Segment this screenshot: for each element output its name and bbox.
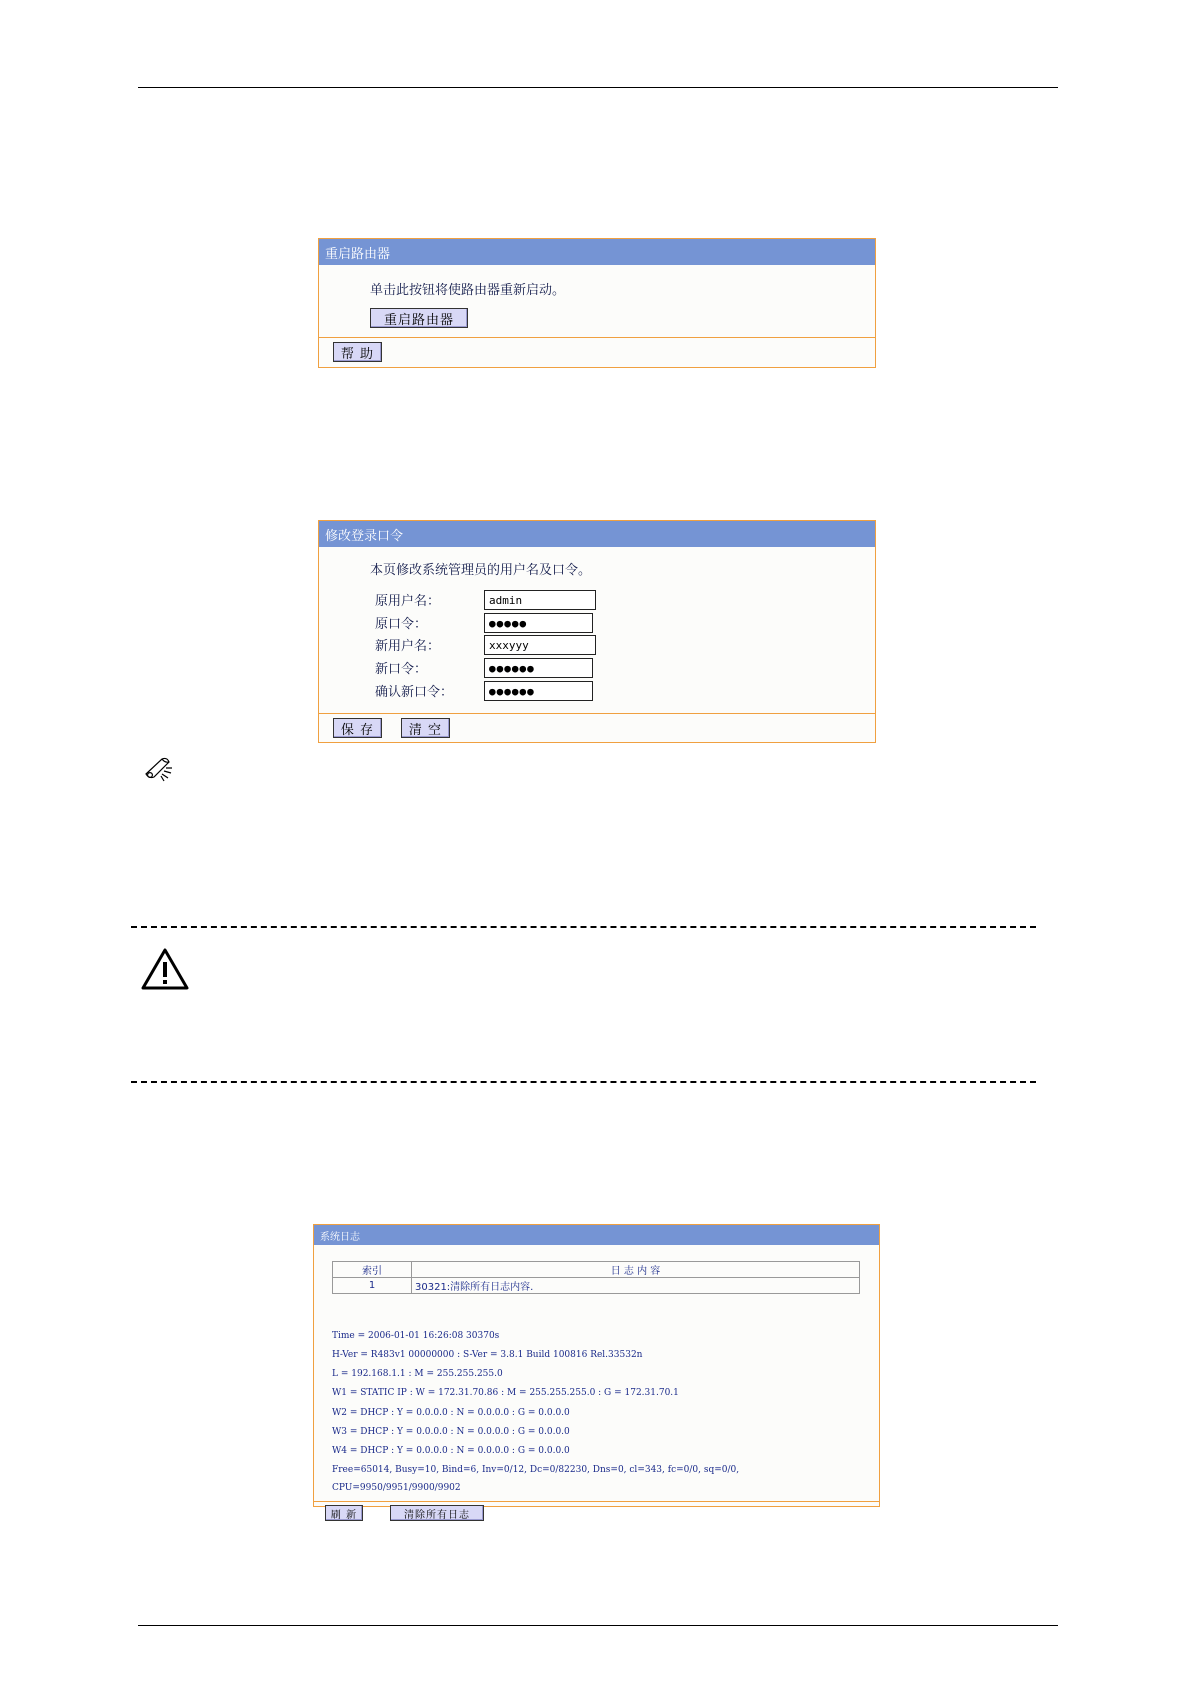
log-line-w3: W3 = DHCP : Y = 0.0.0.0 : N = 0.0.0.0 : G = 0.0.0.0 xyxy=(332,1427,570,1437)
warning-icon xyxy=(140,947,190,991)
new-username-input[interactable]: xxxyyy xyxy=(484,635,596,655)
log-line-lan: L = 192.168.1.1 : M = 255.255.255.0 xyxy=(332,1369,503,1379)
password-panel-title: 修改登录口令 xyxy=(319,521,875,547)
new-username-label: 新用户名： xyxy=(375,639,441,654)
log-line-w1: W1 = STATIC IP : W = 172.31.70.86 : M = 255.255.255.0 : G = 172.31.70.1 xyxy=(332,1388,679,1398)
clear-button[interactable]: 清 空 xyxy=(401,718,450,738)
old-password-label: 原口令： xyxy=(375,617,428,632)
content-header: 日 志 内 容 xyxy=(412,1262,860,1278)
reboot-description: 单击此按钮将使路由器重新启动。 xyxy=(370,283,566,298)
header-rule xyxy=(138,87,1058,88)
old-username-input[interactable]: admin xyxy=(484,590,596,610)
reboot-button[interactable]: 重启路由器 xyxy=(370,308,468,328)
row-index: 1 xyxy=(333,1278,412,1294)
confirm-password-label: 确认新口令： xyxy=(375,685,454,700)
warning-top-rule xyxy=(131,926,1036,928)
new-password-input[interactable]: ●●●●●● xyxy=(484,658,593,678)
refresh-button[interactable]: 刷 新 xyxy=(325,1505,363,1521)
clear-logs-button[interactable]: 清除所有日志 xyxy=(390,1505,484,1521)
log-line-version: H-Ver = R483v1 00000000 : S-Ver = 3.8.1 Build 100816 Rel.33532n xyxy=(332,1350,643,1360)
help-button[interactable]: 帮 助 xyxy=(333,342,382,362)
table-row xyxy=(333,1278,860,1294)
reboot-panel-title: 重启路由器 xyxy=(319,239,875,265)
old-password-input[interactable]: ●●●●● xyxy=(484,613,593,633)
reboot-panel xyxy=(318,238,876,368)
password-panel xyxy=(318,520,876,743)
log-panel-title: 系统日志 xyxy=(314,1225,879,1245)
log-line-w2: W2 = DHCP : Y = 0.0.0.0 : N = 0.0.0.0 : G = 0.0.0.0 xyxy=(332,1408,570,1418)
log-line-time: Time = 2006-01-01 16:26:08 30370s xyxy=(332,1331,500,1341)
old-username-label: 原用户名： xyxy=(375,594,441,609)
confirm-password-input[interactable]: ●●●●●● xyxy=(484,681,593,701)
warning-bottom-rule xyxy=(131,1081,1036,1083)
new-password-label: 新口令： xyxy=(375,662,428,677)
log-line-w4: W4 = DHCP : Y = 0.0.0.0 : N = 0.0.0.0 : G = 0.0.0.0 xyxy=(332,1446,570,1456)
log-table xyxy=(332,1261,860,1294)
note-icon xyxy=(142,754,178,782)
log-line-stats: Free=65014, Busy=10, Bind=6, Inv=0/12, Dc=0/82230, Dns=0, cl=343, fc=0/0, sq=0/0, xyxy=(332,1465,740,1475)
password-description: 本页修改系统管理员的用户名及口令。 xyxy=(370,563,592,578)
save-button[interactable]: 保 存 xyxy=(333,718,382,738)
log-line-cpu: CPU=9950/9951/9900/9902 xyxy=(332,1483,461,1493)
footer-rule xyxy=(138,1625,1058,1626)
row-content: 30321:清除所有日志内容. xyxy=(412,1278,860,1294)
log-panel xyxy=(313,1224,880,1521)
table-header-row xyxy=(333,1262,860,1278)
index-header: 索引 xyxy=(333,1262,412,1278)
